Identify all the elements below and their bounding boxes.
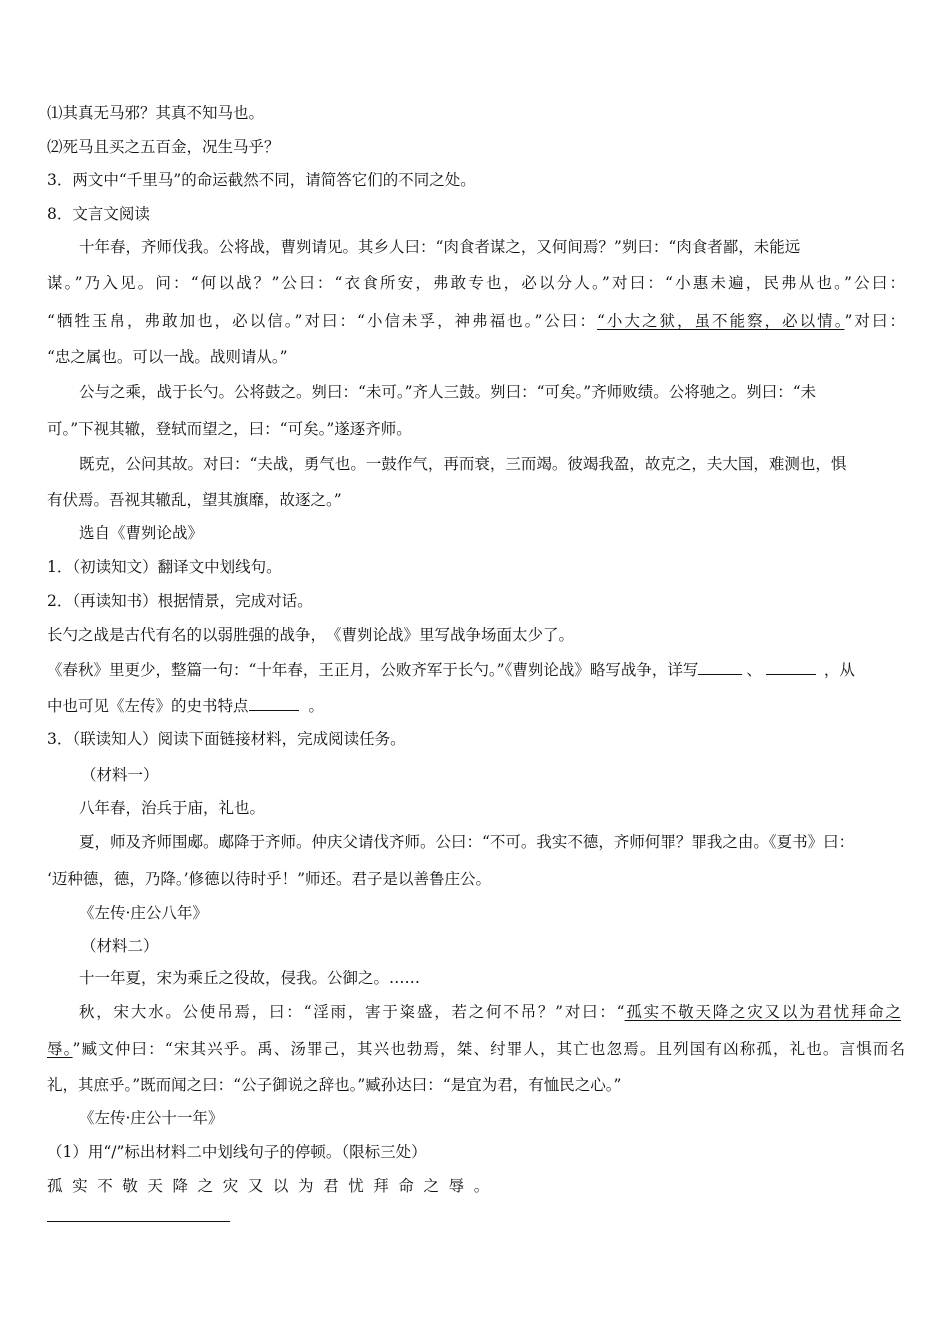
question-2-line2: 《春秋》里更少，整篇一句：“十年春，王正月，公败齐军于长勺。”《曹刿论战》略写战争，详写 、 ，从 — [47, 658, 855, 681]
passage-p1-line1: 十年春，齐师伐我。公将战，曹刿请见。其乡人曰：“肉食者谋之，又何间焉？”刿曰：“肉食者鄙，未能远 — [79, 238, 801, 256]
answer-blank-3[interactable] — [249, 694, 299, 711]
material-1-source: 《左传·庄公八年》 — [79, 904, 208, 922]
material-2-label: （材料二） — [81, 937, 159, 955]
question-3: 3．（联读知人）阅读下面链接材料，完成阅读任务。 — [47, 730, 406, 748]
material-1-label: （材料一） — [81, 766, 159, 784]
line-2: ⑵死马且买之五百金，况生马乎？ — [47, 138, 280, 156]
answer-blank-1[interactable] — [698, 658, 742, 675]
material-1-line1: 八年春，治兵于庙，礼也。 — [79, 799, 266, 817]
underlined-sentence-2: 孤实不敬天降之灾又以为君忧拜命之 — [624, 1003, 901, 1021]
passage-p1-line4: “忠之属也。可以一战。战则请从。” — [47, 348, 288, 366]
passage-p2-line2: 可。”下视其辙，登轼而望之，曰：“可矣。”遂逐齐师。 — [47, 420, 412, 438]
question-3-heading: 3．两文中“千里马”的命运截然不同，请简答它们的不同之处。 — [47, 171, 476, 189]
passage-p1-line2: 谋。”乃入见。问：“何以战？”公曰：“衣食所安，弗敢专也，必以分人。”对曰：“小惠未遍，民弗从也。”公曰： — [47, 274, 905, 292]
material-2-line2: 秋，宋大水。公使吊焉，曰：“淫雨，害于粢盛，若之何不吊？”对曰：“孤实不敬天降之灾又以为君忧拜命之 — [79, 1003, 901, 1021]
source-caogui: 选自《曹刿论战》 — [79, 524, 204, 542]
material-2-line4: 礼，其庶乎。”既而闻之曰：“公子御说之辞也。”臧孙达曰：“是宜为君，有恤民之心。” — [47, 1076, 622, 1094]
passage-p3-line1: 既克，公问其故。对曰：“夫战，勇气也。一鼓作气，再而衰，三而竭。彼竭我盈，故克之，夫大国，难测也，惧 — [79, 455, 847, 473]
material-1-line3: ‘迈种德，德，乃降。’修德以待时乎！”师还。君子是以善鲁庄公。 — [47, 870, 492, 888]
line-1: ⑴其真无马邪？其真不知马也。 — [47, 104, 265, 122]
task-1: （1）用“/”标出材料二中划线句子的停顿。（限标三处） — [47, 1143, 427, 1161]
material-1-line2: 夏，师及齐师围郕。郕降于齐师。仲庆父请伐齐师。公曰：“不可。我实不德，齐师何罪？罪我之由。《夏书》曰： — [79, 833, 855, 851]
underlined-sentence: “小大之狱，虽不能察，必以情。 — [596, 312, 845, 330]
passage-p2-line1: 公与之乘，战于长勺。公将鼓之。刿曰：“未可。”齐人三鼓。刿曰：“可矣。”齐师败绩。公将驰之。刿曰：“未 — [79, 383, 817, 401]
task-1-sentence: 孤实不敬天降之灾又以为君忧拜命之辱。 — [47, 1177, 499, 1195]
passage-p1-line3: “牺牲玉帛，弗敢加也，必以信。”对曰：“小信未孚，神弗福也。”公曰：“小大之狱，虽不能察，必以情。”对曰： — [47, 312, 905, 330]
section-8-title: 8．文言文阅读 — [47, 205, 150, 223]
answer-line[interactable] — [47, 1221, 230, 1222]
answer-blank-2[interactable] — [766, 658, 816, 675]
passage-p3-line2: 有伏焉。吾视其辙乱，望其旗靡，故逐之。” — [47, 491, 342, 509]
material-2-source: 《左传·庄公十一年》 — [79, 1109, 224, 1127]
question-2-context: 长勺之战是古代有名的以弱胜强的战争， 《曹刿论战》里写战争场面太少了。 — [47, 626, 575, 644]
material-2-line1: 十一年夏，宋为乘丘之役故，侵我。公御之。…… — [79, 969, 421, 987]
question-2: 2．（再读知书）根据情景，完成对话。 — [47, 592, 313, 610]
material-2-line3: 辱。”臧文仲曰：“宋其兴乎。禹、汤罪己，其兴也勃焉，桀、纣罪人，其亡也忽焉。且列国有凶称孤，礼也。言惧而名 — [47, 1040, 905, 1058]
question-2-line3: 中也可见《左传》的史书特点 。 — [47, 694, 324, 717]
question-1: 1．（初读知文）翻译文中划线句。 — [47, 558, 282, 576]
